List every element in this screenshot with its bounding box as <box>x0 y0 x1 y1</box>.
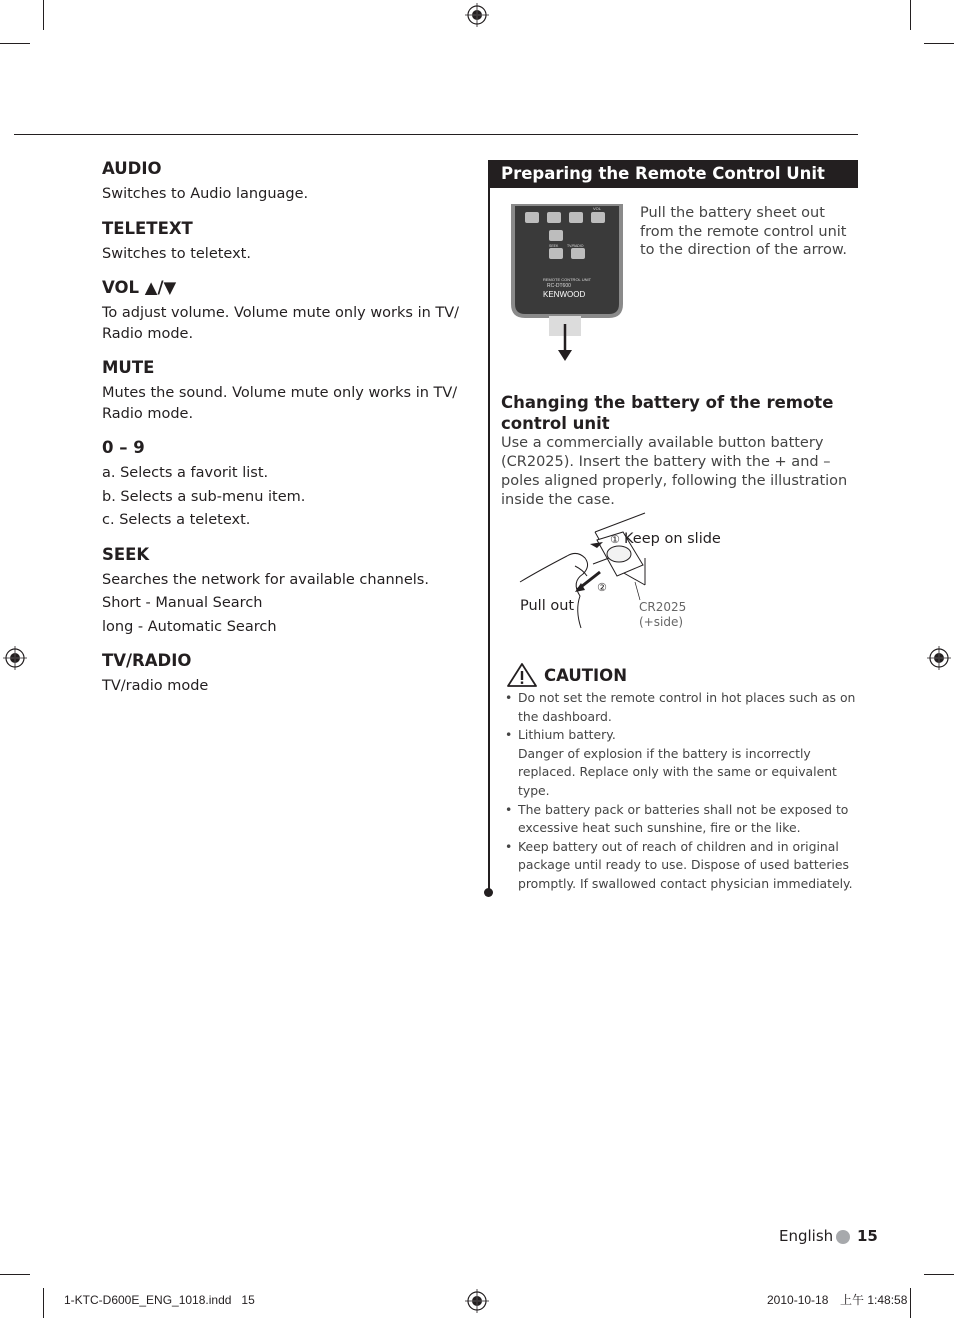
crop-mark <box>910 0 911 30</box>
step2-label: Pull out <box>520 598 575 614</box>
crop-mark <box>43 0 44 30</box>
button-descriptions <box>102 158 462 710</box>
bullet: • <box>505 727 513 743</box>
section-text: Switches to teletext. <box>102 245 251 262</box>
step1-label: Keep on slide <box>624 531 721 547</box>
caution-title: CAUTION <box>544 666 627 685</box>
svg-text:TV/RADIO: TV/RADIO <box>567 244 584 248</box>
caution-item: • Lithium battery. Danger of explosion if the battery is incorrectly replaced. Replace only with the same or equivalent type. <box>505 727 837 798</box>
section-text: long - Automatic Search <box>102 618 277 635</box>
section-tv-radio <box>102 650 462 697</box>
section-mute <box>102 357 462 424</box>
battery-type-label: CR2025 <box>639 600 687 614</box>
pull-instruction: Pull the battery sheet out from the remote control unit to the direction of the arrow. <box>640 205 847 258</box>
section-audio <box>102 158 462 205</box>
battery-instructions: Use a commercially available button battery (CR2025). Insert the battery with the + and – poles aligned properly, following the illustration inside the case. <box>501 435 848 508</box>
crop-mark <box>924 1274 954 1275</box>
registration-mark-icon <box>3 646 27 670</box>
footer-language: English <box>779 1227 834 1245</box>
section-heading: VOL ▲/▼ <box>102 278 177 297</box>
bullet: • <box>505 690 513 705</box>
caution-item: • Keep battery out of reach of children and in original package until ready to use. Dispose of used batteries promptly. If swallowed contact physician immediately. <box>505 838 853 891</box>
footer-dot-icon <box>836 1230 850 1244</box>
page-number: 15 <box>857 1227 878 1245</box>
column-rule-end-dot <box>484 888 493 897</box>
section-text: c. Selects a teletext. <box>102 512 251 528</box>
slug-time: 上午 1:48:58 <box>840 1293 908 1307</box>
svg-text:KENWOOD: KENWOOD <box>543 290 586 299</box>
caution-item: • Do not set the remote control in hot places such as on the dashboard. <box>505 690 856 724</box>
section-seek <box>102 544 462 638</box>
section-text: a. Selects a favorit list. <box>102 465 269 481</box>
section-text: Searches the network for available channels. <box>102 571 429 588</box>
section-heading: 0 – 9 <box>102 438 145 457</box>
section-title-bar <box>488 160 858 188</box>
section-vol <box>102 277 462 344</box>
crop-mark <box>924 43 954 44</box>
crop-mark <box>43 1288 44 1318</box>
battery-heading: Changing the battery of the remote control unit <box>501 393 834 433</box>
section-text: To adjust volume. Volume mute only works in TV/ Radio mode. <box>102 305 460 342</box>
section-heading: TELETEXT <box>102 218 193 238</box>
registration-mark-icon <box>927 646 951 670</box>
slug-date: 2010-10-18 <box>767 1293 829 1307</box>
section-numbers <box>102 437 462 531</box>
section-teletext <box>102 218 462 265</box>
section-text: Short - Manual Search <box>102 595 263 611</box>
remote-control-illustration <box>505 204 629 364</box>
registration-mark-icon <box>465 1289 489 1313</box>
section-text: b. Selects a sub-menu item. <box>102 488 306 505</box>
step1-marker: ① <box>610 533 620 546</box>
section-heading: AUDIO <box>102 159 162 178</box>
svg-text:REMOTE CONTROL UNIT: REMOTE CONTROL UNIT <box>543 277 592 282</box>
section-text: Switches to Audio language. <box>102 186 309 202</box>
section-heading: TV/RADIO <box>102 651 192 670</box>
bullet: • <box>505 838 513 854</box>
caution-item: • The battery pack or batteries shall not be exposed to excessive heat such sunshine, fire or the like. <box>505 801 849 836</box>
header-rule <box>14 134 858 135</box>
crop-mark <box>0 1274 30 1275</box>
slug-filename: 1-KTC-D600E_ENG_1018.indd 15 <box>64 1293 255 1307</box>
column-rule <box>488 188 490 890</box>
section-text: TV/radio mode <box>102 678 209 694</box>
svg-text:VOL: VOL <box>593 206 602 211</box>
warning-triangle-icon <box>506 662 538 688</box>
battery-side-label: (+side) <box>639 615 684 629</box>
svg-text:SEEK: SEEK <box>549 244 559 248</box>
caution-list <box>505 689 861 894</box>
section-heading: MUTE <box>102 358 155 377</box>
crop-mark <box>0 43 30 44</box>
bullet: • <box>505 801 513 817</box>
crop-mark <box>910 1288 911 1318</box>
registration-mark-icon <box>465 3 489 27</box>
svg-text:RC-DT600: RC-DT600 <box>547 283 571 289</box>
step2-marker: ② <box>597 581 607 594</box>
section-title: Preparing the Remote Control Unit <box>501 164 825 183</box>
section-heading: SEEK <box>102 544 150 564</box>
section-text: Mutes the sound. Volume mute only works in TV/ Radio mode. <box>102 385 458 422</box>
